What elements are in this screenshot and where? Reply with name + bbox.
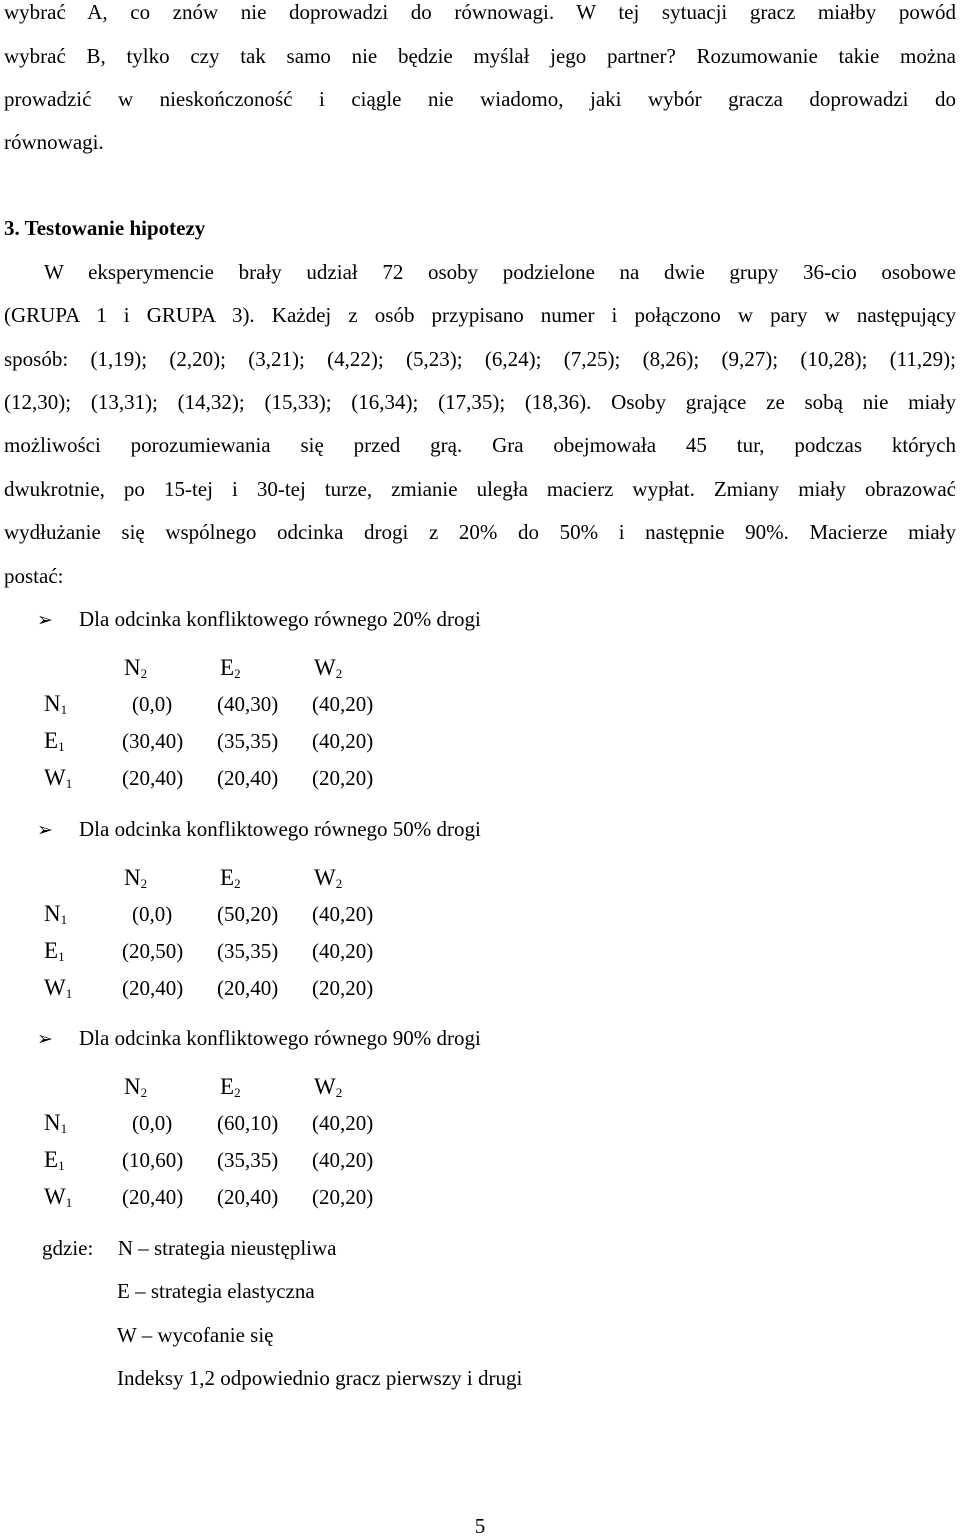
- row-label: $W_1$: [44, 975, 73, 1001]
- matrix-row: [44, 902, 384, 928]
- payoff-cell: (20,40): [217, 1185, 279, 1209]
- payoff-cell: (20,40): [122, 766, 184, 790]
- payoff-cell: (35,35): [217, 1148, 279, 1172]
- text-line: prowadzić w nieskończoność i ciągle nie wiadomo, jaki wybór gracza doprowadzi do: [4, 87, 956, 111]
- column-label: $E_2$: [220, 655, 241, 681]
- payoff-cell: (40,20): [312, 939, 374, 963]
- row-label: $W_1$: [44, 765, 73, 791]
- payoff-cell: (10,60): [122, 1148, 184, 1172]
- column-label: $N_2$: [124, 865, 148, 891]
- payoff-cell: (40,20): [312, 1111, 374, 1135]
- column-label: $N_2$: [124, 655, 148, 681]
- row-label: $E_1$: [44, 1147, 65, 1173]
- text-line: (12,30); (13,31); (14,32); (15,33); (16,34); (17,35); (18,36). Osoby grające ze sobą nie miały: [4, 390, 956, 414]
- payoff-cell: (40,20): [312, 729, 374, 753]
- payoff-cell: (20,50): [122, 939, 184, 963]
- section-heading: [4, 218, 956, 239]
- text-line: (GRUPA 1 i GRUPA 3). Każdej z osób przypisano numer i połączono w pary w następujący: [4, 303, 956, 327]
- section-number: 3.: [4, 216, 20, 240]
- legend-item: W – wycofanie się: [117, 1323, 274, 1347]
- row-label: $E_1$: [44, 938, 65, 964]
- payoff-cell: (20,40): [217, 766, 279, 790]
- payoff-cell: (40,30): [217, 692, 279, 716]
- text-line: równowagi.: [4, 130, 104, 154]
- bullet-text: Dla odcinka konfliktowego równego 90% drogi: [79, 1026, 481, 1050]
- payoff-cell: (35,35): [217, 729, 279, 753]
- payoff-cell: (20,40): [217, 976, 279, 1000]
- text-line: wybrać B, tylko czy tak samo nie będzie myślał jego partner? Rozumowanie takie można: [4, 44, 956, 68]
- arrow-bullet-icon: ➢: [37, 1028, 53, 1050]
- row-label: $N_1$: [44, 901, 68, 927]
- row-label: $W_1$: [44, 1184, 73, 1210]
- bullet-item: [37, 609, 481, 630]
- bullet-item: [37, 819, 481, 840]
- column-label: $E_2$: [220, 1074, 241, 1100]
- column-label: $W_2$: [314, 865, 343, 891]
- matrix-row: [44, 1111, 384, 1137]
- column-label: $N_2$: [124, 1074, 148, 1100]
- payoff-cell: (20,20): [312, 766, 374, 790]
- arrow-bullet-icon: ➢: [37, 609, 53, 631]
- column-label: $W_2$: [314, 1074, 343, 1100]
- payoff-cell: (40,20): [312, 1148, 374, 1172]
- matrix-row: [44, 1185, 384, 1211]
- section-title: Testowanie hipotezy: [24, 216, 206, 240]
- text-line: W eksperymencie brały udział 72 osoby podzielone na dwie grupy 36-cio osobowe: [44, 260, 956, 284]
- payoff-cell: (60,10): [217, 1111, 279, 1135]
- text-line: postać:: [4, 564, 64, 588]
- text-line: dwukrotnie, po 15-tej i 30-tej turze, zmianie uległa macierz wypłat. Zmiany miały obrazować: [4, 477, 956, 501]
- text-line: wybrać A, co znów nie doprowadzi do równowagi. W tej sytuacji gracz miałby powód: [4, 0, 956, 24]
- legend-prefix: gdzie:: [42, 1236, 94, 1260]
- matrix-row: [44, 729, 384, 755]
- row-label: $N_1$: [44, 1110, 68, 1136]
- column-label: $W_2$: [314, 655, 343, 681]
- payoff-cell: (35,35): [217, 939, 279, 963]
- payoff-cell: (0,0): [132, 692, 173, 716]
- bullet-item: [37, 1028, 481, 1049]
- payoff-cell: (50,20): [217, 902, 279, 926]
- row-label: $E_1$: [44, 728, 65, 754]
- matrix-row: [44, 939, 384, 965]
- bullet-text: Dla odcinka konfliktowego równego 50% drogi: [79, 817, 481, 841]
- payoff-cell: (20,20): [312, 1185, 374, 1209]
- payoff-cell: (30,40): [122, 729, 184, 753]
- text-line: sposób: (1,19); (2,20); (3,21); (4,22); (5,23); (6,24); (7,25); (8,26); (9,27); (10,28); (11,29);: [4, 347, 956, 371]
- legend-first: [42, 1238, 337, 1259]
- text-line: wydłużanie się wspólnego odcinka drogi z 20% do 50% i następnie 90%. Macierze miały: [4, 520, 956, 544]
- column-label: $E_2$: [220, 865, 241, 891]
- payoff-cell: (20,40): [122, 1185, 184, 1209]
- legend-item: E – strategia elastyczna: [117, 1279, 315, 1303]
- payoff-cell: (20,40): [122, 976, 184, 1000]
- matrix-header-row: [44, 866, 384, 892]
- page-number: 5: [474, 1514, 486, 1538]
- legend-item: Indeksy 1,2 odpowiednio gracz pierwszy i drugi: [117, 1366, 523, 1390]
- row-label: $N_1$: [44, 691, 68, 717]
- payoff-cell: (40,20): [312, 902, 374, 926]
- payoff-cell: (0,0): [132, 902, 173, 926]
- text-line: możliwości porozumiewania się przed grą. Gra obejmowała 45 tur, podczas których: [4, 433, 956, 457]
- payoff-cell: (0,0): [132, 1111, 173, 1135]
- matrix-header-row: [44, 1075, 384, 1101]
- matrix-row: [44, 1148, 384, 1174]
- matrix-row: [44, 976, 384, 1002]
- payoff-cell: (20,20): [312, 976, 374, 1000]
- legend-item: N – strategia nieustępliwa: [117, 1236, 337, 1260]
- matrix-header-row: [44, 656, 384, 682]
- bullet-text: Dla odcinka konfliktowego równego 20% drogi: [79, 607, 481, 631]
- payoff-cell: (40,20): [312, 692, 374, 716]
- arrow-bullet-icon: ➢: [37, 819, 53, 841]
- matrix-row: [44, 766, 384, 792]
- matrix-row: [44, 692, 384, 718]
